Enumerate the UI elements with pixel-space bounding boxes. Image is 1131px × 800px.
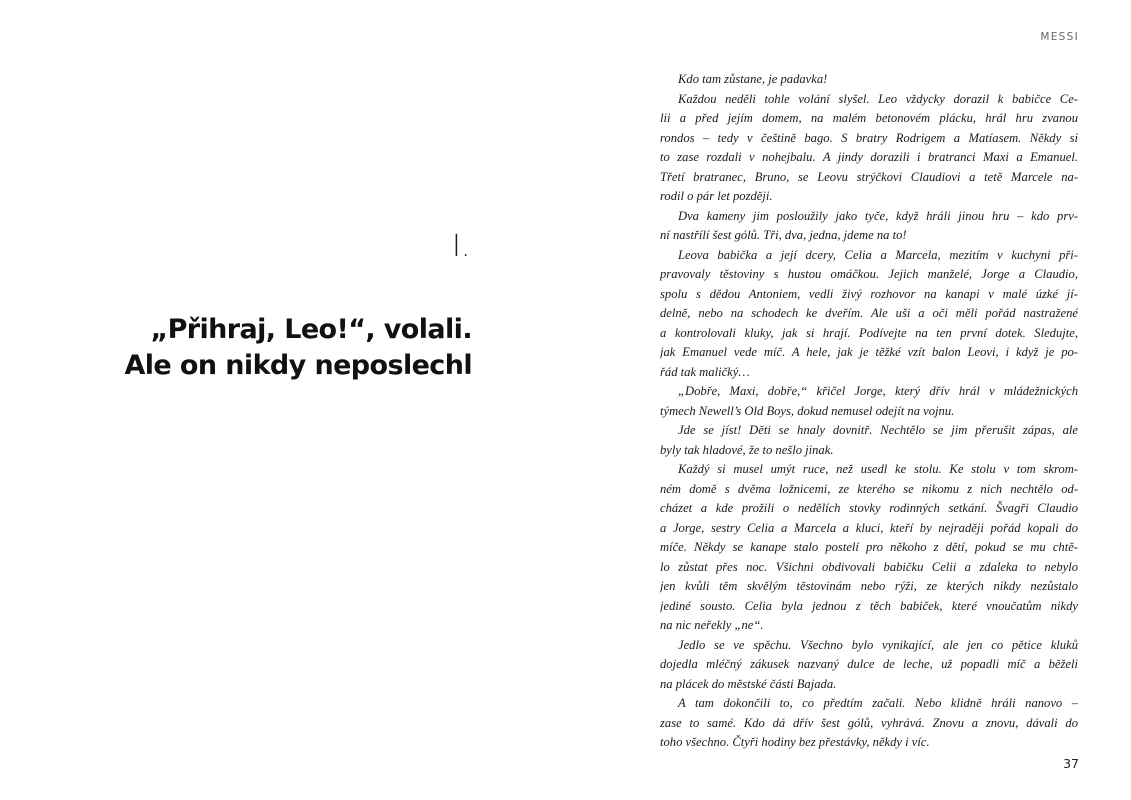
text-line: to zase rozdali v nohejbalu. A jindy dorazili i bratranci Maxi a Emanuel. xyxy=(660,150,1078,164)
text-line: A tam dokončili to, co předtím začali. Nebo klidně hráli nanovo – xyxy=(678,696,1078,710)
text-line: Kdo tam zůstane, je padavka! xyxy=(678,72,828,86)
text-line: lii a před jejím domem, na malém betonovém plácku, hrál hru zvanou xyxy=(660,111,1078,125)
text-line: Každý si musel umýt ruce, než usedl ke stolu. Ke stolu v tom skrom- xyxy=(678,462,1078,476)
chapter-title-line: „Přihraj, Leo!“, volali. xyxy=(150,314,472,345)
chapter-title xyxy=(52,312,472,384)
body-text xyxy=(660,70,1078,753)
text-line: zase to samé. Kdo dá dřív šest gólů, vyhrává. Znovu a znovu, dávali do xyxy=(660,715,1078,730)
text-line: Jedlo se ve spěchu. Všechno bylo vynikající, ale jen co pětice kluků xyxy=(678,637,1078,652)
text-line: toho všechno. Čtyři hodiny bez přestávky, někdy i víc. xyxy=(660,735,930,749)
text-line: Každou neděli tohle volání slyšel. Leo vždycky dorazil k babičce Ce- xyxy=(678,91,1078,106)
text-line: jak Emanuel vede míč. A hele, jak je těžké vzít balon Leovi, i když je po- xyxy=(660,345,1078,359)
text-line: řád tak maličký… xyxy=(660,364,750,379)
text-line: týmech Newell’s Old Boys, dokud nemusel odejít na vojnu. xyxy=(660,403,955,418)
text-line: Jde se jíst! Děti se hnaly dovnitř. Nechtělo se jim přerušit zápas, ale xyxy=(678,423,1078,437)
text-line: a Jorge, sestry Celia a Marcela a kluci, kteří by nejraději pořád kopali do xyxy=(660,520,1078,535)
text-line: dojedla mléčný zákusek nazvaný dulce de leche, už popadli míč a běželi xyxy=(660,657,1078,671)
text-line: na plácek do městské části Bajada. xyxy=(660,676,837,691)
text-line: rodil o pár let později. xyxy=(660,189,773,203)
text-line: spolu s dědou Antoniem, vedli živý rozhovor na kanapi v malé úzké jí- xyxy=(660,286,1078,301)
page-number: 37 xyxy=(1063,756,1079,771)
text-line: ní nastřílí šest gólů. Tři, dva, jedna, jdeme na to! xyxy=(660,228,907,242)
text-line: byly tak hladové, že to nešlo jinak. xyxy=(660,442,834,457)
text-line: a kontrolovali kluky, jak si hrají. Podívejte na ten první dotek. Sledujte, xyxy=(660,325,1078,340)
text-line: jen kvůli těm skvělým těstovinám nebo rýži, ze kterých nikdy nezůstalo xyxy=(660,579,1078,593)
text-line: rondos – tedy v češtině bago. S bratry Rodrigem a Matíasem. Někdy si xyxy=(660,130,1078,145)
text-line: na nic neřekly „ne“. xyxy=(660,618,764,632)
chapter-title-line: Ale on nikdy neposlechl xyxy=(124,350,472,381)
text-line: ném domě s dvěma ložnicemi, ze kterého se nikomu z nich nechtělo od- xyxy=(660,481,1078,496)
text-line: pravovaly těstoviny s hustou omáčkou. Jejich manželé, Jorge a Claudio, xyxy=(660,267,1078,281)
text-line: „Dobře, Maxi, dobře,“ křičel Jorge, který dřív hrál v mládežnických xyxy=(678,384,1078,398)
text-line: Třetí bratranec, Bruno, se Leovu strýčkovi Claudiovi a tetě Marcele na- xyxy=(660,169,1078,184)
text-line: delně, nebo na schodech ke dveřím. Ale uši a oči měli pořád nastražené xyxy=(660,306,1078,320)
text-line: lo zůstat přes noc. Všichni obdivovali babičku Celii a zdaleka to nebylo xyxy=(660,559,1078,574)
text-line: cházet a kde prožili o nedělích stovky rodinných setkání. Švagři Claudio xyxy=(660,501,1078,515)
text-line: míče. Někdy se kanape stalo postelí pro někoho z dětí, pokud se mu chtě- xyxy=(660,540,1078,554)
text-line: Dva kameny jim posloužily jako tyče, když hráli jinou hru – kdo prv- xyxy=(678,208,1078,223)
running-head: MESSI xyxy=(1040,31,1079,43)
text-line: jediné sousto. Celia byla jednou z těch babiček, které vnoučatům nikdy xyxy=(660,598,1078,613)
text-line: Leova babička a její dcery, Celia a Marcela, mezitím v kuchyni při- xyxy=(678,247,1078,262)
chapter-number: I. xyxy=(452,229,471,264)
